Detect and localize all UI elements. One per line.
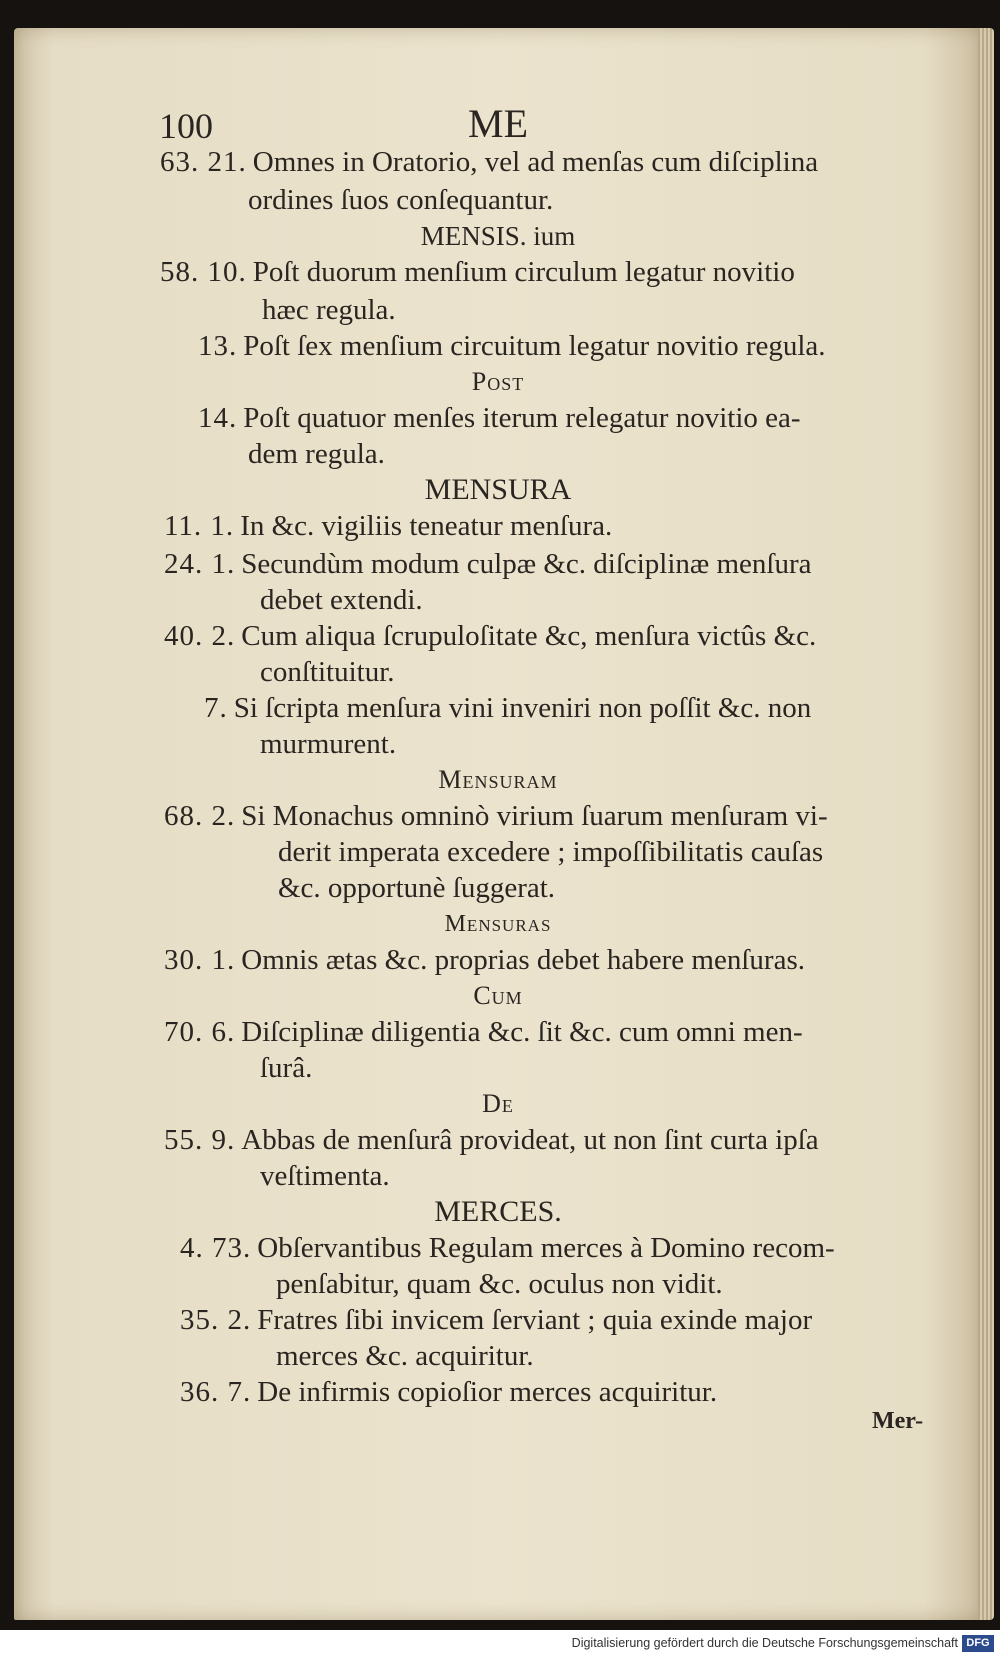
entry-text: Poſt quatuor menſes iterum relegatur novitio ea-	[243, 402, 801, 434]
dfg-logo: DFG	[962, 1635, 994, 1652]
entry-line-cont: hæc regula.	[262, 294, 396, 326]
catchword: Mer-	[872, 1408, 924, 1434]
entry-text: Cum aliqua ſcrupuloſitate &c, menſura victûs &c.	[241, 620, 817, 652]
entry-reference: 35. 2.	[180, 1304, 252, 1336]
footer-credit: Digitalisierung gefördert durch die Deutsche Forschungsgemeinschaft	[571, 1636, 958, 1650]
entry-line-cont: ordines ſuos conſequantur.	[248, 184, 554, 216]
entry-line-cont: murmurent.	[260, 728, 397, 760]
entry-line-cont: derit imperata excedere ; impoſſibilitatis cauſas	[278, 836, 824, 868]
entry-reference: 70. 6.	[164, 1016, 236, 1048]
section-heading: MERCES.	[434, 1195, 562, 1228]
entry-reference: 11. 1.	[164, 510, 235, 542]
entry-line-cont: veſtimenta.	[260, 1160, 390, 1192]
entry-reference: 36. 7.	[180, 1376, 252, 1408]
entry-line	[180, 1302, 812, 1338]
entry-reference: 14.	[198, 402, 238, 434]
entry-line	[160, 144, 818, 180]
subheading: Mensuram	[438, 765, 558, 794]
entry-reference: 63. 21.	[160, 146, 247, 178]
entry-line	[198, 328, 826, 364]
entry-text: De infirmis copioſior merces acquiritur.	[257, 1376, 718, 1408]
book-page	[14, 28, 982, 1620]
entry-line	[180, 1374, 717, 1410]
entry-line-cont: dem regula.	[248, 438, 385, 470]
entry-line-cont: penſabitur, quam &c. oculus non vidit.	[276, 1268, 723, 1300]
section-heading: MENSURA	[424, 473, 572, 506]
entry-text: Omnis ætas &c. proprias debet habere menſuras.	[241, 944, 805, 976]
entry-line	[164, 1122, 819, 1158]
subheading: De	[482, 1089, 514, 1118]
entry-line-cont: conſtituitur.	[260, 656, 395, 688]
entry-reference: 30. 1.	[164, 944, 236, 976]
entry-text: Omnes in Oratorio, vel ad menſas cum diſciplina	[252, 146, 819, 178]
entry-reference: 7.	[204, 692, 228, 724]
entry-text: Obſervantibus Regulam merces à Domino recom-	[257, 1232, 835, 1264]
entry-line	[180, 1230, 835, 1266]
entry-text: Si ſcripta menſura vini inveniri non poſſit &c. non	[233, 692, 812, 724]
entry-line	[204, 690, 811, 726]
page-number: 100	[159, 106, 213, 146]
entry-line	[160, 254, 795, 290]
entry-reference: 40. 2.	[164, 620, 236, 652]
entry-line	[164, 942, 805, 978]
entry-reference: 58. 10.	[160, 256, 247, 288]
entry-line	[164, 798, 828, 834]
subheading: Post	[471, 367, 525, 396]
entry-line	[164, 546, 812, 582]
entry-line-cont: debet extendi.	[260, 584, 423, 616]
entry-line-cont: &c. opportunè ſuggerat.	[278, 872, 556, 904]
entry-line	[198, 400, 801, 436]
entry-line-cont: ſurâ.	[260, 1052, 313, 1084]
entry-reference: 24. 1.	[164, 548, 236, 580]
entry-line-cont: merces &c. acquiritur.	[276, 1340, 534, 1372]
section-heading: MENSIS. ium	[420, 221, 576, 251]
entry-text: In &c. vigiliis teneatur menſura.	[240, 510, 613, 542]
entry-text: Si Monachus omninò virium ſuarum menſuram vi-	[241, 800, 828, 832]
entry-text: Poſt duorum menſium circulum legatur novitio	[252, 256, 795, 288]
entry-text: Fratres ſibi invicem ſerviant ; quia exinde major	[257, 1304, 813, 1336]
entry-line	[164, 618, 816, 654]
running-head: ME	[468, 101, 528, 146]
entry-text: Diſciplinæ diligentia &c. ſit &c. cum omni men-	[241, 1016, 803, 1048]
entry-line	[164, 508, 612, 544]
entry-reference: 68. 2.	[164, 800, 236, 832]
digitization-footer	[0, 1630, 1000, 1658]
entry-reference: 55. 9.	[164, 1124, 236, 1156]
entry-line	[164, 1014, 803, 1050]
entry-text: Secundùm modum culpæ &c. diſciplinæ menſura	[241, 548, 812, 580]
entry-reference: 13.	[198, 330, 238, 362]
entry-text: Poſt ſex menſium circuitum legatur novitio regula.	[243, 330, 826, 362]
subheading: Cum	[473, 981, 523, 1010]
page-text	[14, 28, 982, 1620]
subheading: Mensuras	[444, 911, 552, 937]
entry-text: Abbas de menſurâ provideat, ut non ſint curta ipſa	[241, 1124, 819, 1156]
entry-reference: 4. 73.	[180, 1232, 252, 1264]
